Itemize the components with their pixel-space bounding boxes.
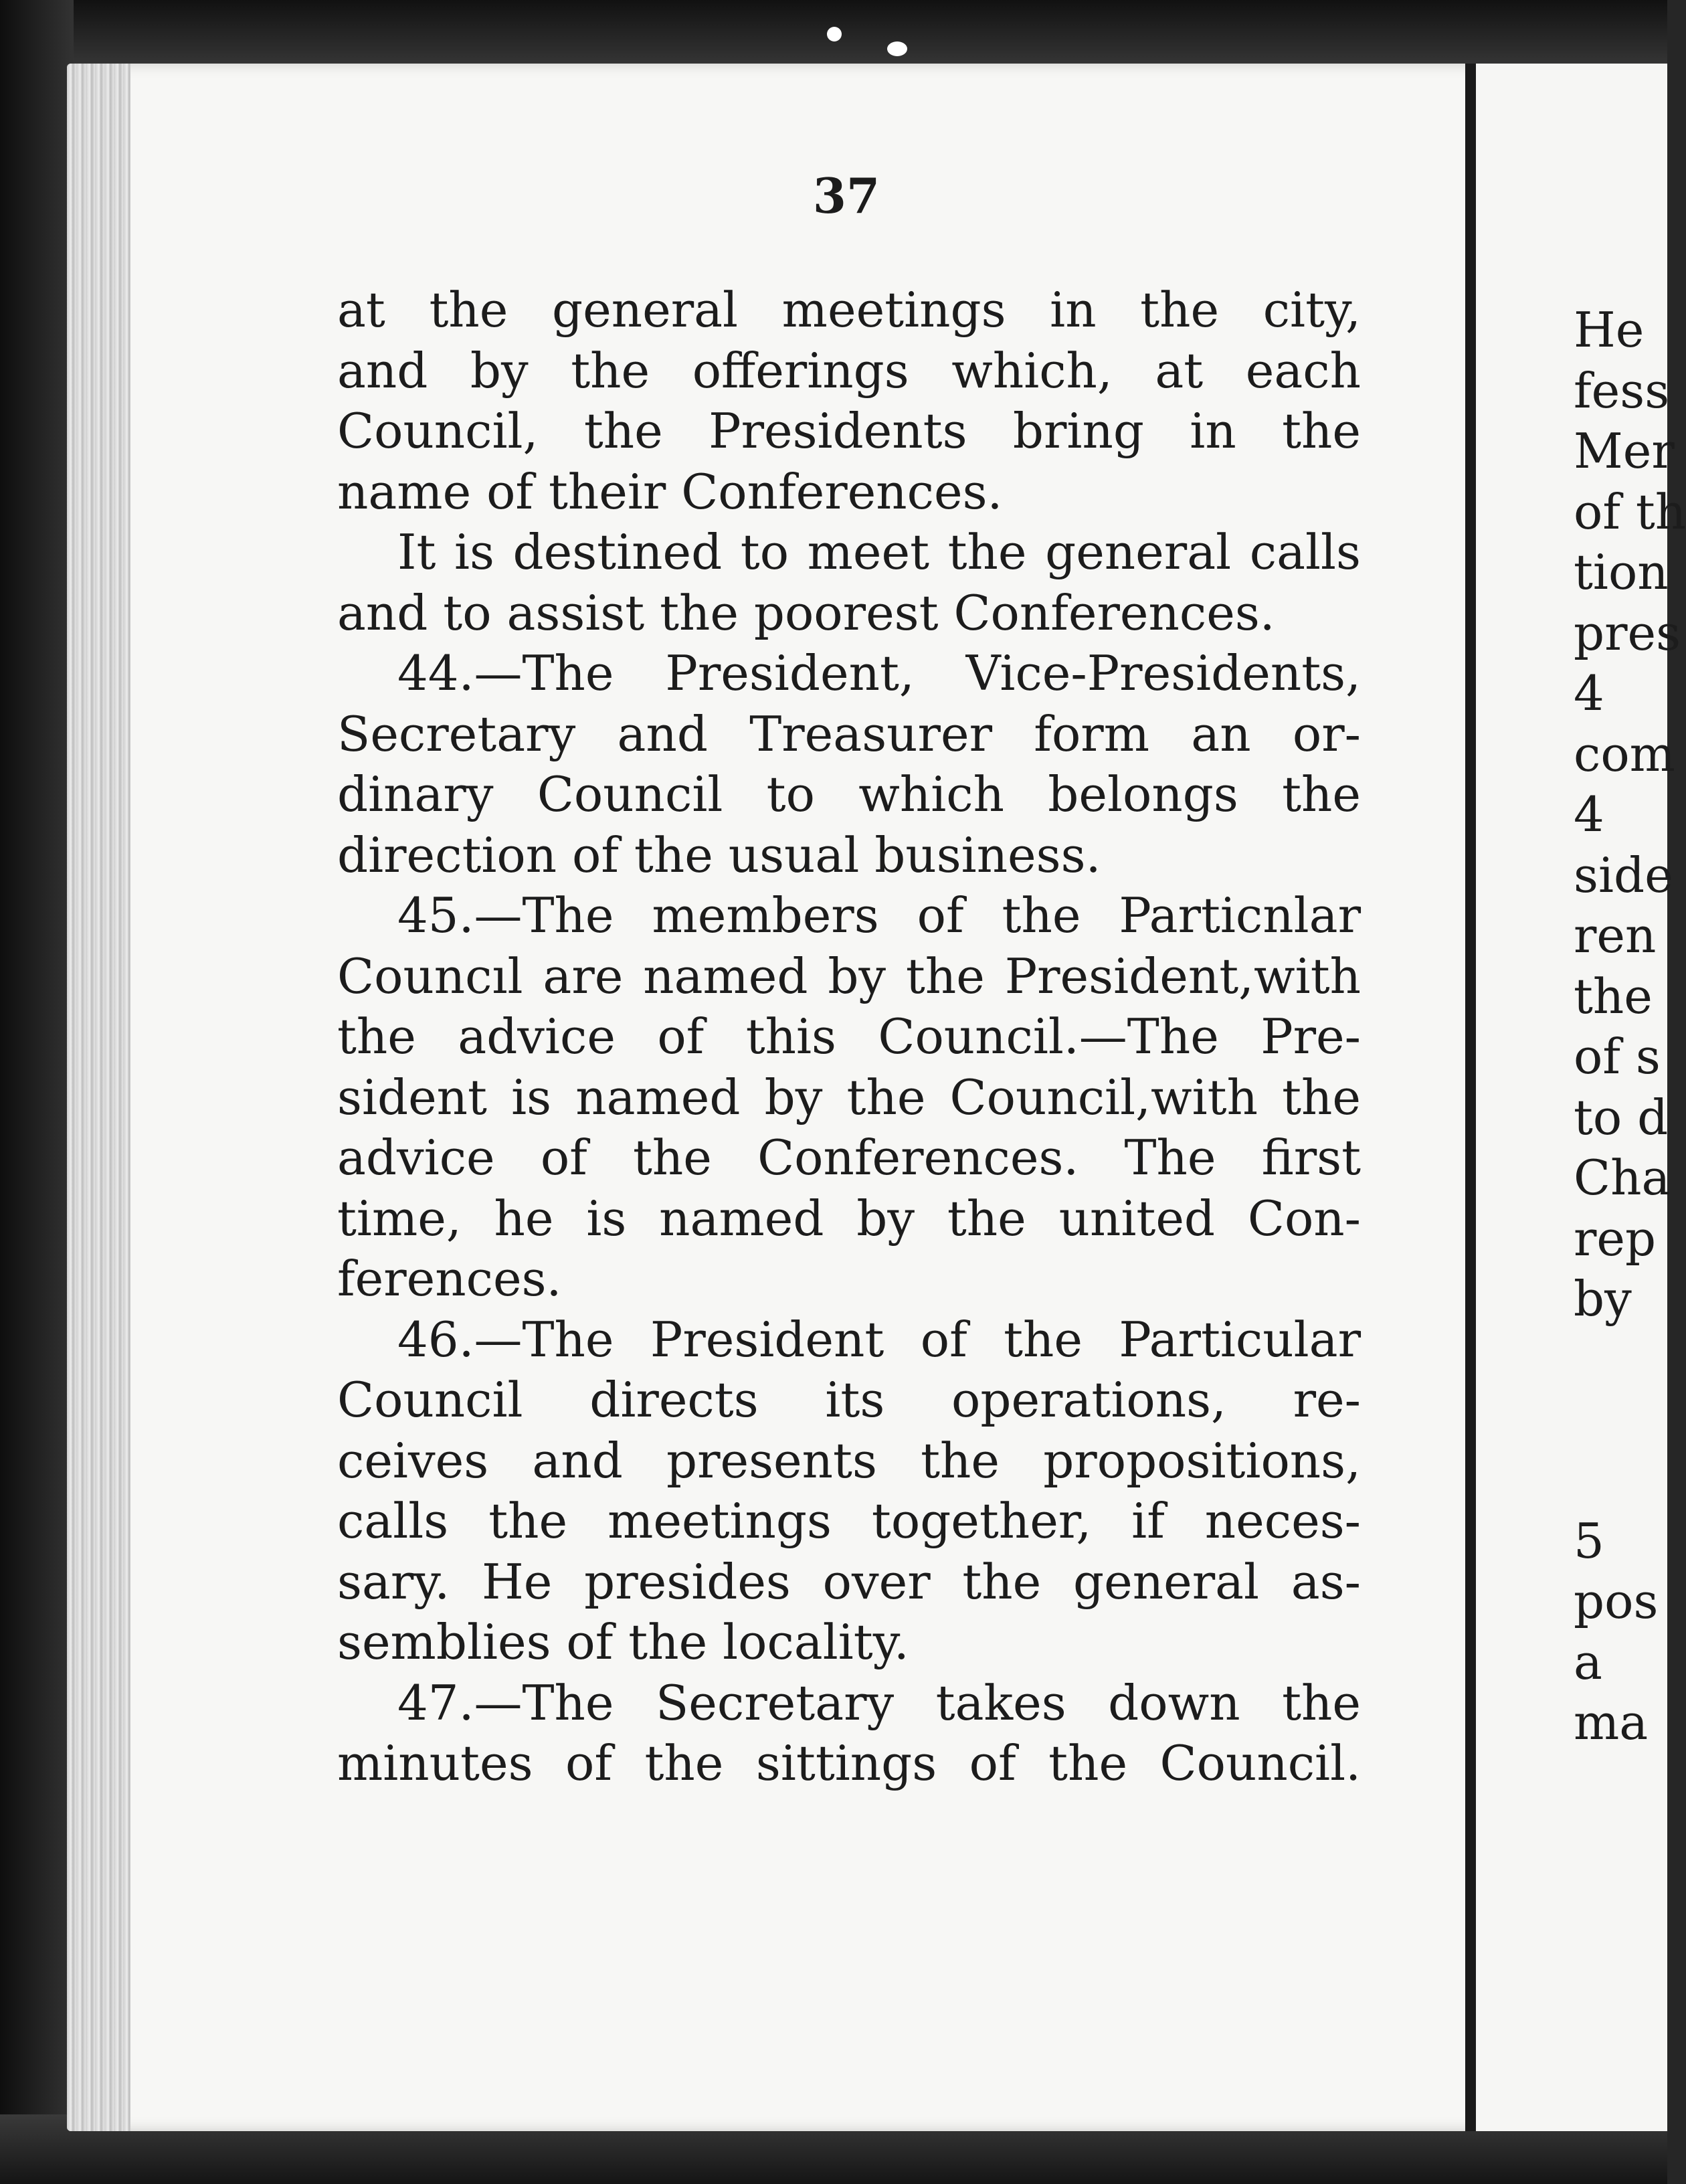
fragment: He [1574,302,1645,358]
fragment: fess [1574,362,1670,419]
text-line: and to assist the poorest Conferences. [337,584,1275,641]
text-line: Council, the Presidents bring in the [337,403,1361,459]
fragment: 4 [1574,665,1604,721]
text-line: name of their Conferences. [337,463,1003,520]
fragment: by [1574,1271,1632,1327]
fragment: to d [1574,1089,1669,1146]
article-44-heading-line: 44.—The President, Vice-Presidents, [397,645,1361,701]
article-47-heading-line: 47.—The Secretary takes down the [397,1674,1361,1731]
fragment: tion [1574,544,1669,600]
text-line: Councıl are named by the President,with [337,947,1361,1004]
article-46-heading-line: 46.—The President of the Particular [397,1311,1361,1368]
text-line: dinary Council to which belongs the [337,766,1361,822]
fragment: Cha [1574,1150,1671,1206]
fragment: a [1574,1633,1602,1690]
fragment: 5 [1574,1512,1604,1569]
book-gutter [1465,64,1476,2131]
fragment: Mer [1574,423,1675,479]
fragment: 4 [1574,786,1604,842]
fragment: com [1574,725,1675,782]
text-line: and by the offerings which, at each [337,342,1361,399]
fragment: ma [1574,1694,1649,1750]
text-line: Council directs its operations, re- [337,1372,1361,1428]
page-stack-edges [67,64,130,2131]
fragment: pos [1574,1573,1659,1629]
fragment: the [1574,968,1653,1024]
blank-space [1574,1330,1681,1511]
text-line: time, he is named by the united Con- [337,1190,1361,1247]
text-line: calls the meetings together, if neces- [337,1493,1361,1549]
article-45-heading-line: 45.—The members of the Particnlar [397,887,1361,943]
text-line: advice of the Conferences. The first [337,1129,1361,1186]
page-number: 37 [812,167,880,224]
dust-speck [827,27,842,41]
text-line: ceives and presents the propositions, [337,1432,1361,1489]
scanner-frame-left [0,0,74,2184]
text-line: Secretary and Treasurer form an or- [337,705,1361,762]
text-line: semblies of the locality. [337,1614,909,1670]
text-line: direction of the usual business. [337,826,1101,883]
text-line: ferences. [337,1251,562,1307]
fragment: pres [1574,604,1681,661]
fragment: side [1574,846,1673,903]
text-line: at the general meetings in the city, [337,282,1361,338]
text-line: minutes of the sittings of the Council. [337,1735,1361,1791]
text-line: sary. He presides over the general as- [337,1553,1361,1610]
fragment: rep [1574,1210,1657,1267]
left-page-text [337,280,1361,1794]
fragment: of s [1574,1028,1661,1085]
text-line: sident is named by the Council,with the [337,1069,1361,1125]
paragraph-first-line: It is destined to meet the general calls [397,524,1361,580]
text-line: the advice of this Council.—The Pre- [337,1008,1361,1065]
fragment: of th [1574,483,1686,540]
dust-speck [887,41,907,56]
fragment: ren [1574,907,1657,964]
right-page-text-fragments [1574,300,1686,1753]
